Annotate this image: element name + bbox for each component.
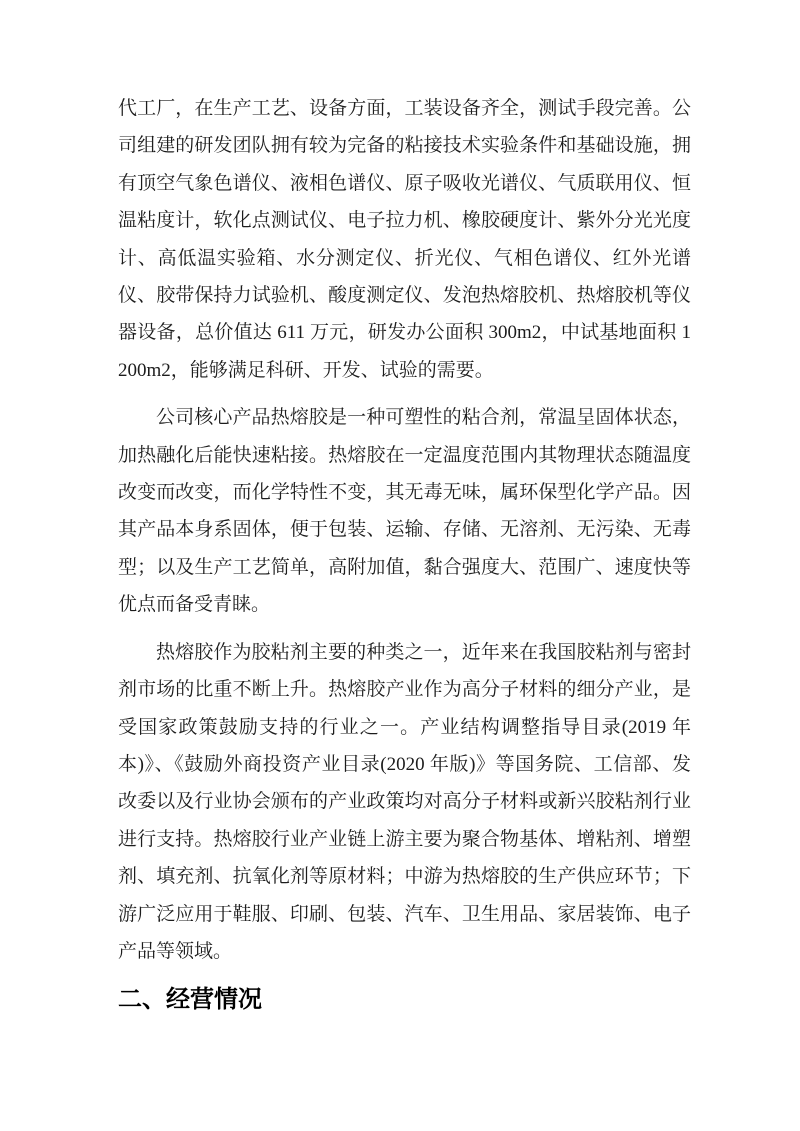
body-paragraph-continuation: 代工厂，在生产工艺、设备方面，工装设备齐全，测试手段完善。公司组建的研发团队拥有较为完备的粘接技术实验条件和基础设施，拥有顶空气象色谱仪、液相色谱仪、原子吸收光谱仪、气质联用仪、恒温粘度计，软化点测试仪、电子拉力机、橡胶硬度计、紫外分光光度计、高低温实验箱、水分测定仪、折光仪、气相色谱仪、红外光谱仪、胶带保持力试验机、酸度测定仪、发泡热熔胶机、热熔胶机等仪器设备，总价值达 611 万元，研发办公面积 300m2，中试基地面积 1200m2，能够满足科研、开发、试验的需要。 bbox=[118, 98, 691, 381]
body-paragraph-industry: 热熔胶作为胶粘剂主要的种类之一，近年来在我国胶粘剂与密封剂市场的比重不断上升。热熔胶产业作为高分子材料的细分产业，是受国家政策鼓励支持的行业之一。产业结构调整指导目录(2019 年本)》、《鼓励外商投资产业目录(2020 年版)》等国务院、工信部、发改委以及行业协会颁布的产业政策均对高分子材料或新兴胶粘剂行业进行支持。热熔胶行业产业链上游主要为聚合物基体、增粘剂、增塑剂、填充剂、抗氧化剂等原材料；中游为热熔胶的生产供应环节；下游广泛应用于鞋服、印刷、包装、汽车、卫生用品、家居装饰、电子产品等领域。 bbox=[118, 641, 691, 962]
section-heading: 二、经营情况 bbox=[118, 986, 262, 1014]
page-content bbox=[118, 90, 691, 1017]
body-paragraph-core-product: 公司核心产品热熔胶是一种可塑性的粘合剂，常温呈固体状态，加热融化后能快速粘接。热熔胶在一定温度范围内其物理状态随温度改变而改变，而化学特性不变，其无毒无味，属环保型化学产品。因其产品本身系固体，便于包装、运输、存储、无溶剂、无污染、无毒型；以及生产工艺简单，高附加值，黏合强度大、范围广、速度快等优点而备受青睐。 bbox=[118, 407, 691, 616]
